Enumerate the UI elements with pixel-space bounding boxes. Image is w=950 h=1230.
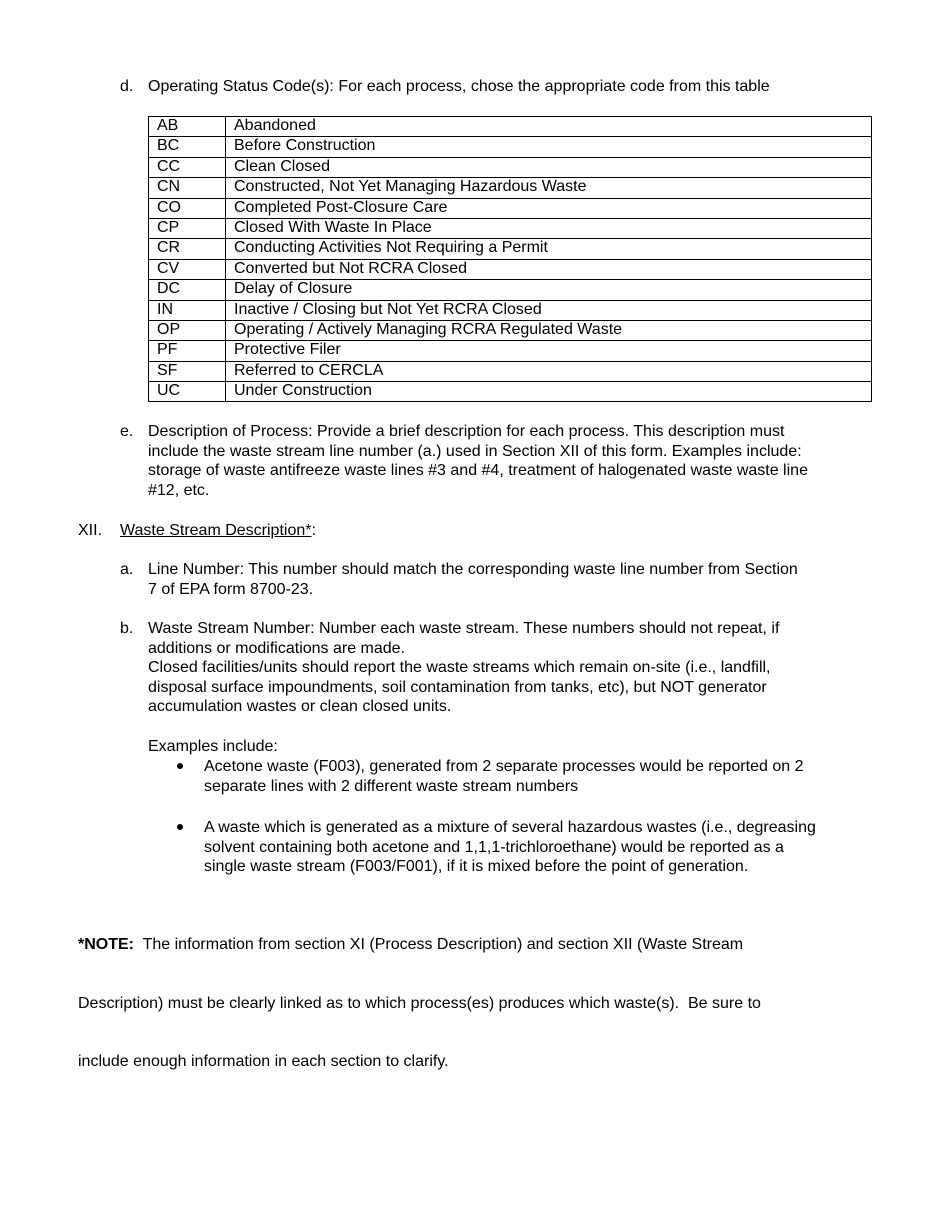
text-line: Acetone waste (F003), generated from 2 separate processes would be reported on 2	[204, 758, 804, 775]
code-cell: CC	[149, 157, 226, 177]
description-cell: Inactive / Closing but Not Yet RCRA Closed	[226, 300, 872, 320]
section-e-paragraph	[148, 422, 808, 500]
text-line: include the waste stream line number (a.) used in Section XII of this form. Examples include:	[148, 442, 802, 460]
section-xii-marker: XII.	[78, 522, 103, 539]
text-line: The information from section XI (Process Description) and section XII (Waste Stream	[134, 936, 744, 953]
description-cell: Delay of Closure	[226, 280, 872, 300]
code-cell: CP	[149, 218, 226, 238]
code-cell: PF	[149, 341, 226, 361]
text-line: Description of Process: Provide a brief description for each process. This description must	[148, 423, 785, 440]
table-row	[149, 218, 872, 238]
code-cell: CR	[149, 239, 226, 259]
table-row	[149, 137, 872, 157]
text-line: accumulation wastes or clean closed units.	[148, 698, 452, 715]
text-line: separate lines with 2 different waste stream numbers	[204, 777, 579, 795]
bullet-icon	[177, 824, 183, 830]
table-row	[149, 320, 872, 340]
text-line: single waste stream (F003/F001), if it is mixed before the point of generation.	[204, 858, 749, 875]
note-label: *NOTE:	[78, 936, 134, 953]
text-line: solvent containing both acetone and 1,1,1-trichloroethane) would be reported as a	[204, 838, 784, 856]
text-line: A waste which is generated as a mixture of several hazardous wastes (i.e., degreasing	[204, 819, 816, 836]
code-cell: UC	[149, 382, 226, 402]
table-row	[149, 198, 872, 218]
description-cell: Referred to CERCLA	[226, 361, 872, 381]
description-cell: Before Construction	[226, 137, 872, 157]
section-xii-heading	[120, 521, 316, 541]
text-line: Closed facilities/units should report the waste streams which remain on-site (i.e., landfill,	[148, 659, 771, 676]
table-row	[149, 117, 872, 137]
code-cell: SF	[149, 361, 226, 381]
code-cell: AB	[149, 117, 226, 137]
text-line: include enough information in each section to clarify.	[78, 1053, 449, 1070]
bullet-icon	[177, 763, 183, 769]
table-row	[149, 300, 872, 320]
table-row	[149, 259, 872, 279]
code-cell: DC	[149, 280, 226, 300]
description-cell: Converted but Not RCRA Closed	[226, 259, 872, 279]
code-cell: CO	[149, 198, 226, 218]
description-cell: Constructed, Not Yet Managing Hazardous Waste	[226, 178, 872, 198]
code-cell: IN	[149, 300, 226, 320]
text-line: Description) must be clearly linked as to which process(es) produces which waste(s). Be sure to	[78, 994, 761, 1012]
note-paragraph	[78, 896, 761, 1091]
section-xii-title: Waste Stream Description*	[120, 522, 312, 539]
table-row	[149, 239, 872, 259]
description-cell: Operating / Actively Managing RCRA Regulated Waste	[226, 320, 872, 340]
table-row	[149, 178, 872, 198]
item-b-paragraph	[148, 619, 779, 717]
description-cell: Abandoned	[226, 117, 872, 137]
section-d-marker: d.	[120, 78, 134, 95]
text-line: disposal surface impoundments, soil contamination from tanks, etc), but NOT generator	[148, 678, 767, 696]
code-cell: OP	[149, 320, 226, 340]
examples-label: Examples include:	[148, 738, 278, 755]
table-row	[149, 280, 872, 300]
bullet-item	[204, 757, 803, 796]
description-cell: Closed With Waste In Place	[226, 218, 872, 238]
description-cell: Completed Post-Closure Care	[226, 198, 872, 218]
item-b-marker: b.	[120, 620, 134, 637]
bullet-item	[204, 818, 816, 877]
text-line: additions or modifications are made.	[148, 639, 406, 657]
description-cell: Protective Filer	[226, 341, 872, 361]
table-row	[149, 361, 872, 381]
text-line: #12, etc.	[148, 481, 210, 499]
code-cell: CN	[149, 178, 226, 198]
description-cell: Under Construction	[226, 382, 872, 402]
text-line: 7 of EPA form 8700-23.	[148, 580, 314, 598]
text-line: Line Number: This number should match the corresponding waste line number from Section	[148, 561, 798, 578]
note-first-line	[78, 935, 761, 955]
text-line: Waste Stream Number: Number each waste stream. These numbers should not repeat, if	[148, 620, 780, 637]
description-cell: Clean Closed	[226, 157, 872, 177]
table-row	[149, 157, 872, 177]
table-row	[149, 341, 872, 361]
section-d-text: Operating Status Code(s): For each process, chose the appropriate code from this table	[148, 78, 770, 95]
operating-status-code-table	[148, 116, 872, 402]
item-a-paragraph	[148, 560, 798, 599]
text-line: storage of waste antifreeze waste lines #3 and #4, treatment of halogenated waste waste line	[148, 462, 808, 479]
description-cell: Conducting Activities Not Requiring a Permit	[226, 239, 872, 259]
code-cell: CV	[149, 259, 226, 279]
section-xii-colon: :	[311, 522, 316, 539]
item-a-marker: a.	[120, 561, 134, 578]
code-cell: BC	[149, 137, 226, 157]
table-row	[149, 382, 872, 402]
section-e-marker: e.	[120, 423, 134, 440]
